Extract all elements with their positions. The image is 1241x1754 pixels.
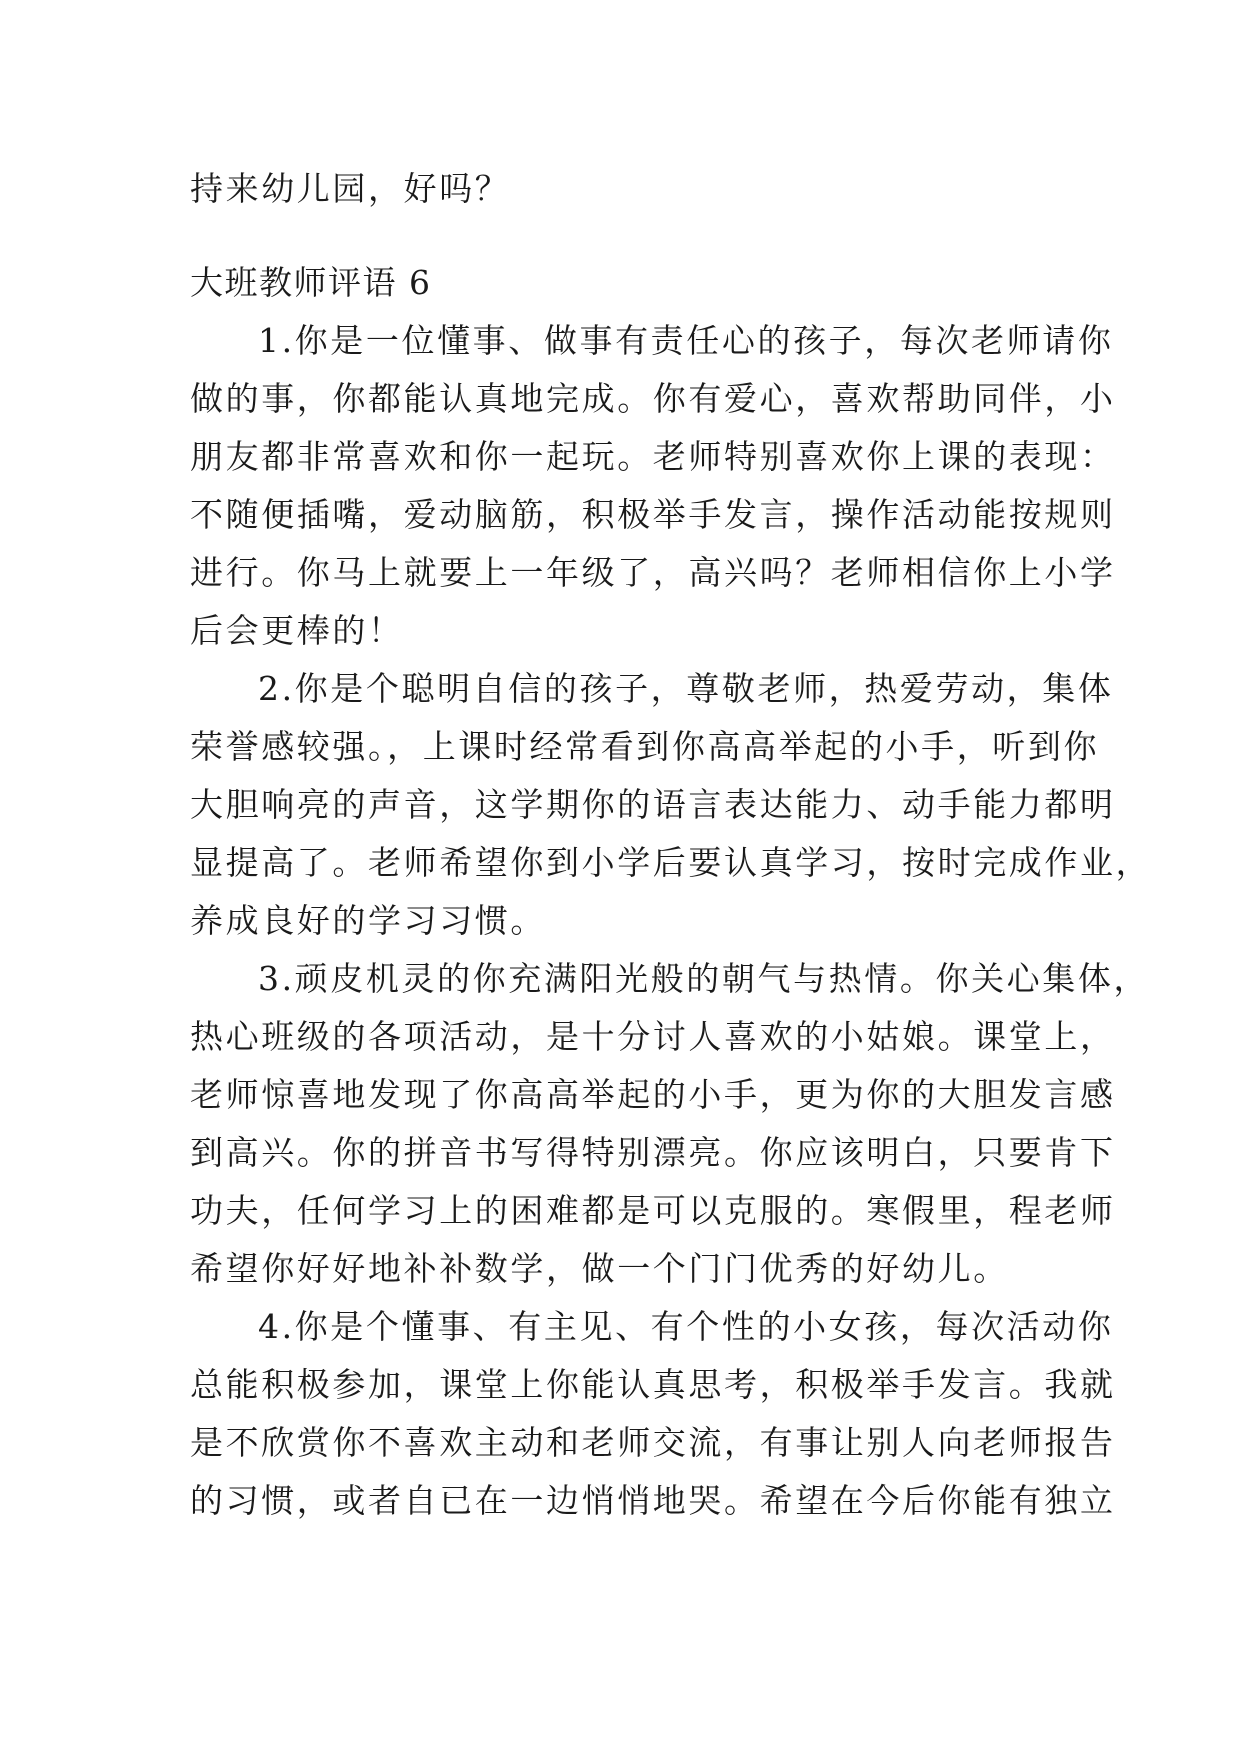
paragraph-line: 不随便插嘴，爱动脑筋，积极举手发言，操作活动能按规则 <box>190 495 1116 534</box>
paragraph-line: 大胆响亮的声音，这学期你的语言表达能力、动手能力都明 <box>190 785 1116 824</box>
paragraph-3 <box>190 950 1150 1298</box>
paragraph-line: 是不欣赏你不喜欢主动和老师交流，有事让别人向老师报告 <box>190 1423 1116 1462</box>
paragraph-line: 3.顽皮机灵的你充满阳光般的朝气与热情。你关心集体， <box>258 959 1150 998</box>
carryover-line: 持来幼儿园，好吗？ <box>190 169 511 208</box>
paragraph-line: 1.你是一位懂事、做事有责任心的孩子，每次老师请你 <box>258 321 1114 360</box>
paragraph-line: 荣誉感较强。，上课时经常看到你高高举起的小手，听到你 <box>190 727 1100 766</box>
paragraph-line: 功夫，任何学习上的困难都是可以克服的。寒假里，程老师 <box>190 1191 1116 1230</box>
paragraph-2 <box>190 660 1152 950</box>
paragraph-line: 总能积极参加，课堂上你能认真思考，积极举手发言。我就 <box>190 1365 1116 1404</box>
paragraph-line: 朋友都非常喜欢和你一起玩。老师特别喜欢你上课的表现： <box>190 437 1116 476</box>
paragraph-line: 的习惯，或者自已在一边悄悄地哭。希望在今后你能有独立 <box>190 1481 1116 1520</box>
paragraph-line: 进行。你马上就要上一年级了，高兴吗？老师相信你上小学 <box>190 553 1116 592</box>
paragraph-line: 4.你是个懂事、有主见、有个性的小女孩，每次活动你 <box>258 1307 1114 1346</box>
document-page <box>190 160 1152 1530</box>
paragraph-1 <box>190 312 1116 660</box>
paragraph-4 <box>190 1298 1116 1530</box>
paragraph-line: 老师惊喜地发现了你高高举起的小手，更为你的大胆发言感 <box>190 1075 1116 1114</box>
paragraph-line: 显提高了。老师希望你到小学后要认真学习，按时完成作业， <box>190 843 1152 882</box>
section-heading: 大班教师评语 6 <box>190 263 432 302</box>
paragraph-line: 后会更棒的！ <box>190 611 404 650</box>
paragraph-line: 做的事，你都能认真地完成。你有爱心，喜欢帮助同伴，小 <box>190 379 1116 418</box>
paragraph-line: 希望你好好地补补数学，做一个门门优秀的好幼儿。 <box>190 1249 1009 1288</box>
paragraph-line: 养成良好的学习习惯。 <box>190 901 546 940</box>
paragraph-line: 2.你是个聪明自信的孩子，尊敬老师，热爱劳动，集体 <box>258 669 1114 708</box>
paragraph-line: 热心班级的各项活动，是十分讨人喜欢的小姑娘。课堂上， <box>190 1017 1116 1056</box>
paragraph-line: 到高兴。你的拼音书写得特别漂亮。你应该明白，只要肯下 <box>190 1133 1116 1172</box>
